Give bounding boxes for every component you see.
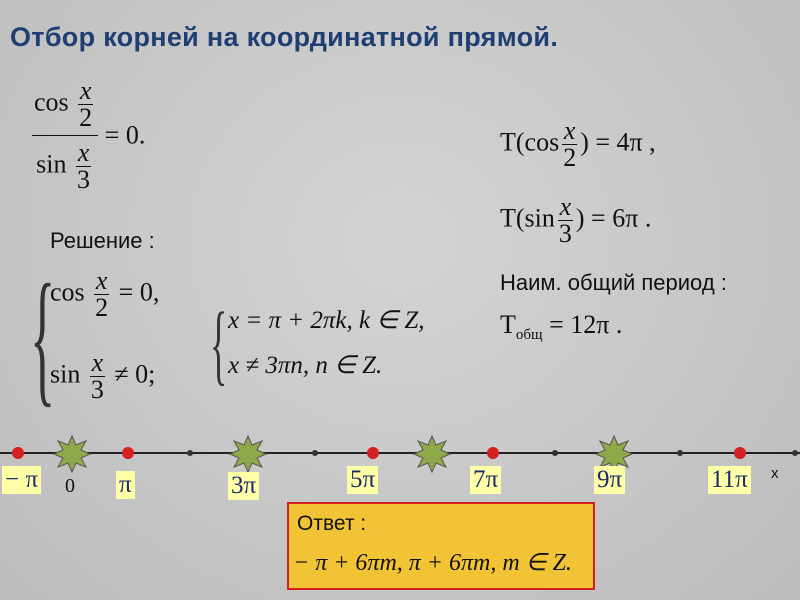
period-value: = 12π . (549, 310, 623, 339)
frac-bottom: 2 (79, 103, 93, 132)
tick-dot (312, 450, 318, 456)
common-period-value (500, 310, 622, 344)
rhs: ≠ 0; (114, 359, 156, 389)
tick-dot (677, 450, 683, 456)
frac-top: x (91, 348, 104, 377)
point-label: 7π (470, 466, 501, 494)
frac-bottom: 3 (558, 219, 572, 248)
rhs: ) = 4π , (580, 127, 656, 157)
frac-top: x (563, 116, 576, 145)
num-fraction (77, 78, 94, 131)
solution-point (12, 447, 24, 459)
period-sin (500, 194, 651, 247)
solution-point (122, 447, 134, 459)
rhs: = 0, (118, 277, 160, 307)
frac-bottom: 3 (90, 375, 104, 404)
common-period-label: Наим. общий период : (500, 270, 727, 295)
solution-point (734, 447, 746, 459)
den-fn: sin (36, 149, 67, 179)
prefix: T(cos (500, 127, 560, 157)
frac-bottom: 2 (563, 143, 577, 172)
tick-dot (552, 450, 558, 456)
solution-point (367, 447, 379, 459)
point-label: 3π (228, 472, 259, 500)
excluded-point-star (230, 436, 266, 472)
fraction (561, 118, 578, 171)
main-equation (32, 78, 145, 193)
answer-label: Ответ : (297, 512, 367, 535)
system1-line2 (50, 350, 155, 403)
system1-brace: { (30, 254, 56, 420)
system2-line1: x = π + 2πk, k ∈ Z, (228, 307, 425, 334)
fraction (93, 268, 110, 321)
excluded-point-star (414, 436, 450, 472)
period-subscript: общ (515, 327, 543, 344)
point-label: 11π (708, 466, 751, 494)
point-label: 5π (347, 466, 378, 494)
system1-line1 (50, 268, 159, 321)
frac-top: x (95, 266, 108, 295)
solution-point (487, 447, 499, 459)
frac-top: x (79, 76, 92, 105)
frac-bottom: 2 (95, 293, 109, 322)
answer-box (287, 502, 595, 590)
point-label: 9π (594, 466, 625, 494)
period-cos (500, 118, 656, 171)
den-fraction (75, 140, 92, 193)
solution-label: Решение : (50, 228, 155, 253)
fn: sin (50, 359, 81, 389)
point-label: π (116, 471, 135, 499)
fraction (89, 350, 106, 403)
system2-brace: { (210, 295, 228, 394)
page-title: Отбор корней на координатной прямой. (10, 22, 559, 52)
tick-dot (187, 450, 193, 456)
system2-line2: x ≠ 3πn, n ∈ Z. (228, 352, 383, 379)
frac-top: x (77, 138, 90, 167)
prefix: T(sin (500, 203, 555, 233)
equation-rhs: = 0. (104, 120, 146, 150)
point-label: − π (2, 466, 41, 494)
num-fn: cos (34, 87, 69, 117)
rhs: ) = 6π . (575, 203, 652, 233)
answer-formula: − π + 6πm, π + 6πm, m ∈ Z. (293, 550, 572, 576)
frac-bottom: 3 (77, 165, 90, 194)
fraction (557, 194, 574, 247)
tick-dot (792, 450, 798, 456)
frac-top: x (559, 192, 572, 221)
period-symbol: T (500, 310, 516, 339)
axis-label: x (771, 465, 779, 482)
fn: cos (50, 277, 85, 307)
excluded-point-star (54, 436, 90, 472)
zero-label: 0 (65, 475, 75, 497)
